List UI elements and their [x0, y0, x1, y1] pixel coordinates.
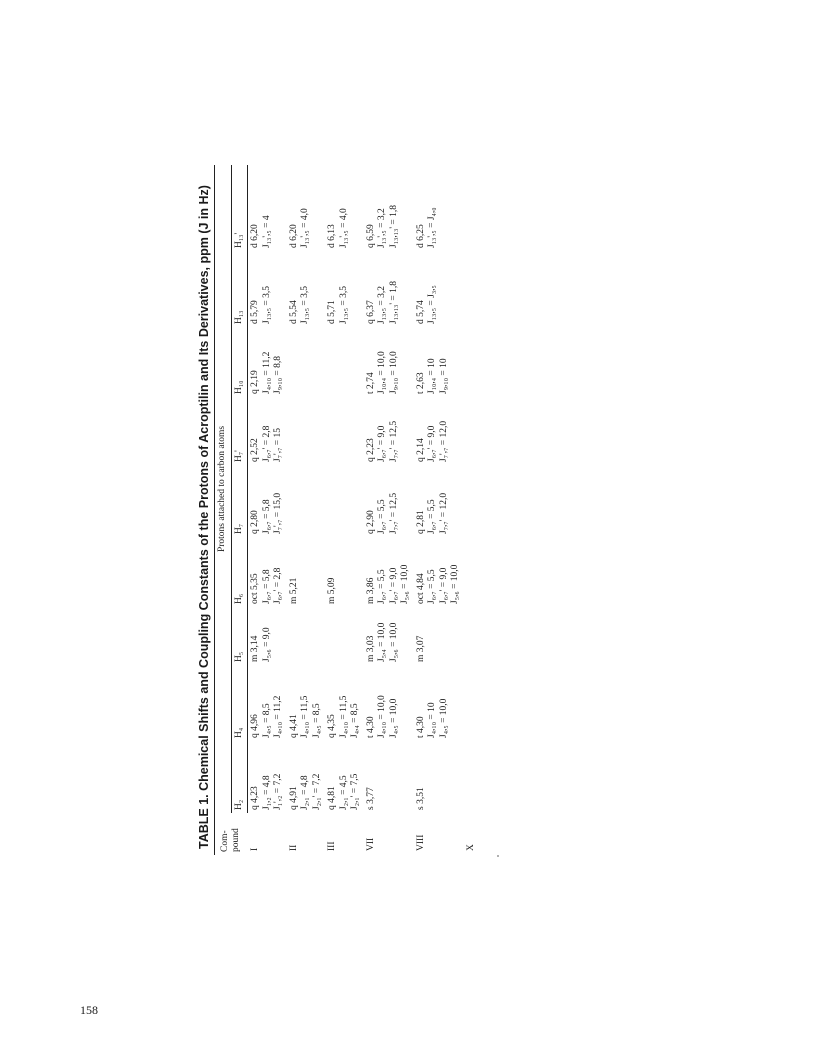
coupling-constant: J₄,₁₀ = 11,2	[273, 695, 283, 738]
shift-cell	[248, 327, 287, 397]
coupling-constant: J₉,₁₀ = 10	[438, 358, 449, 394]
coupling-constant: J₁₃',₅ = J₄,₀	[427, 207, 437, 248]
coupling-constant: J₁',₂ = 7,2	[273, 773, 283, 810]
chemical-shift: q 6,59	[365, 224, 376, 248]
chemical-shift: q 4,91	[288, 786, 299, 810]
shift-cell	[464, 537, 480, 607]
coupling-constant: J₅,₆ = 10,0	[388, 622, 399, 662]
shift-cell	[364, 537, 414, 607]
compound-cell: I	[249, 847, 260, 851]
coupling-constant: J₅,₆ = 9,0	[261, 627, 272, 662]
shift-cell	[364, 327, 414, 397]
coupling-constant: J₄,₄ = 8,5	[350, 703, 360, 738]
chemical-shift: m 5,21	[288, 577, 299, 604]
coupling-constant: J₁₃',₅ = 3,2	[377, 208, 387, 248]
table-row	[464, 165, 480, 855]
coupling-constant: J₄,₅ = 8,5	[261, 703, 272, 738]
coupling-constant: J₄,₁₀ = 11,5	[300, 695, 310, 738]
coupling-constant: J₁₀,₄ = 10	[427, 358, 437, 394]
coupling-constant: J₇',₇ = 15,0	[273, 492, 283, 534]
shift-cell	[287, 327, 326, 397]
coupling-constant: J₄,₅ = 10,0	[438, 698, 449, 738]
shift-cell	[414, 165, 464, 251]
page-number: 158	[80, 1003, 98, 1017]
chemical-shift: t 2,74	[365, 372, 376, 394]
shift-cell	[248, 397, 287, 465]
chemical-shift: m 3,03	[365, 635, 376, 662]
shift-cell	[464, 665, 480, 741]
coupling-constant: J₁₃',₅ = 4,0	[300, 208, 310, 248]
coupling-constant: J₆,₇ = 5,5	[377, 569, 387, 604]
shift-cell	[464, 607, 480, 665]
coupling-constant: J₂,₁' = 7,2	[311, 773, 322, 810]
coupling-constant: J₁₃,₁₃' = 1,8	[388, 204, 399, 248]
coupling-constant: J₂,₁ = 4,8	[300, 775, 310, 810]
chemical-shift: q 2,23	[365, 438, 376, 462]
chemical-shift: q 2,14	[415, 438, 426, 462]
chemical-shift: q 4,41	[288, 714, 299, 738]
shift-cell	[325, 251, 364, 327]
shift-cell	[287, 165, 326, 251]
chemical-shift: oct 4,84	[415, 573, 426, 604]
shift-cell	[364, 251, 414, 327]
shift-cell	[287, 741, 326, 813]
compound-cell: X	[465, 844, 476, 851]
coupling-constant: J₁₃,₅ = J₃,₅	[427, 285, 437, 324]
chemical-shift: q 2,81	[415, 510, 426, 534]
shift-cell	[325, 741, 364, 813]
shift-cell	[248, 537, 287, 607]
coupling-constant: J₄,₅ = 10,0	[388, 698, 399, 738]
shift-cell	[287, 465, 326, 537]
chemical-shift: q 2,90	[365, 510, 376, 534]
coupling-constant: J₅,₄ = 10,0	[377, 622, 387, 662]
compound-header: Com- pound	[215, 813, 248, 855]
shift-cell	[414, 741, 464, 813]
chemical-shift: q 4,23	[250, 786, 260, 810]
coupling-constant: J₆,₇ = 5,5	[377, 499, 387, 534]
coupling-constant: J₉,₁₀ = 8,8	[273, 356, 283, 394]
chemical-shift: d 5,71	[327, 300, 337, 324]
shift-cell	[248, 165, 287, 251]
shift-cell	[325, 537, 364, 607]
chemical-shift: t 4,30	[415, 716, 426, 738]
coupling-constant: J₇,₇' = 12,5	[388, 492, 399, 534]
compound-cell: VII	[365, 837, 376, 851]
chemical-shift: q 2,52	[250, 438, 260, 462]
coupling-constant: J₆,₇' = 9,0	[377, 425, 387, 462]
coupling-constant: J₇',₇ = 15	[273, 427, 283, 462]
chemical-shift: oct 5,35	[250, 573, 260, 604]
chemical-shift: t 4,30	[365, 716, 376, 738]
coupling-constant: J₁₀,₄ = 10,0	[377, 351, 387, 394]
chemical-shift: m 5,09	[327, 577, 337, 604]
coupling-constant: J₁₃,₅ = 3,5	[300, 286, 310, 324]
chemical-shift: q 6,37	[365, 300, 376, 324]
shift-cell	[287, 537, 326, 607]
coupling-constant: J₆,₇' = 9,0	[427, 425, 437, 462]
coupling-constant: J₆,₇ = 5,5	[427, 569, 437, 604]
shift-cell	[414, 251, 464, 327]
shift-cell	[364, 665, 414, 741]
shift-cell	[287, 665, 326, 741]
shift-cell	[325, 607, 364, 665]
coupling-constant: J₇',₇ = 12,0	[438, 420, 449, 462]
coupling-constant: J₆,₇' = 2,8	[273, 567, 283, 604]
shift-cell	[414, 465, 464, 537]
coupling-constant: J₆,₇' = 2,8	[261, 425, 272, 462]
shift-cell	[464, 251, 480, 327]
coupling-constant: J₆,₇ = 5,8	[261, 499, 272, 534]
shift-cell	[364, 741, 414, 813]
coupling-constant: J₂,₁' = 7,5	[350, 773, 360, 810]
coupling-constant: J₁₃',₅ = 4	[261, 215, 272, 248]
table-caption: TABLE 1. Chemical Shifts and Coupling Constants of the Protons of Acroptilin and Its Derivatives, ppm (J in Hz)	[197, 185, 211, 849]
table-row	[248, 165, 287, 855]
column-header: H₇	[231, 465, 248, 537]
coupling-constant: J₁₃,₅ = 3,5	[261, 286, 272, 324]
column-header: H₁₃'	[231, 165, 248, 251]
column-header: H₁₃	[231, 251, 248, 327]
shift-cell	[287, 397, 326, 465]
chemical-shift: s 3,77	[365, 787, 376, 810]
shift-cell	[248, 251, 287, 327]
coupling-constant: J₁,₂ = 4,8	[261, 775, 272, 810]
coupling-constant: J₆,₇' = 9,0	[388, 567, 399, 604]
chemical-shift: m 3,07	[415, 635, 426, 662]
chemical-shift: q 4,35	[327, 714, 337, 738]
column-header: H₆	[231, 537, 248, 607]
coupling-constant: J₄,₁₀ = 10,0	[377, 695, 387, 738]
compound-cell: III	[327, 841, 337, 851]
shift-cell	[464, 327, 480, 397]
coupling-constant: J₄,₁₀ = 11,5	[338, 695, 349, 738]
shift-cell	[414, 397, 464, 465]
shift-cell	[248, 607, 287, 665]
shift-cell	[287, 607, 326, 665]
chemical-shift: d 6,20	[250, 224, 260, 248]
group-header: Protons attached to carbon atoms	[215, 165, 232, 813]
chemical-shift: s 3,51	[415, 787, 426, 810]
shift-cell	[287, 251, 326, 327]
coupling-constant: J₁₃',₅ = 4,0	[338, 208, 349, 248]
chemical-shift: d 6,25	[415, 224, 426, 248]
shift-cell	[325, 665, 364, 741]
coupling-constant: J₄,₁₀ = 10	[427, 702, 437, 738]
chemical-shift: d 6,13	[327, 224, 337, 248]
shift-cell	[364, 165, 414, 251]
shift-cell	[364, 465, 414, 537]
shift-cell	[414, 327, 464, 397]
chemical-shift: t 2,63	[415, 372, 426, 394]
shift-cell	[248, 465, 287, 537]
chemical-shift: q 4,96	[250, 714, 260, 738]
data-table	[214, 165, 479, 855]
coupling-constant: J₇,₇' = 12,5	[388, 420, 399, 462]
chemical-shift: m 3,86	[365, 577, 376, 604]
scan-speck	[497, 855, 499, 857]
coupling-constant: J₆,₇ = 5,5	[427, 499, 437, 534]
coupling-constant: J₂,₁ = 4,5	[338, 775, 349, 810]
chemical-shift: q 2,19	[250, 370, 260, 394]
chemical-shift: q 4,81	[327, 786, 337, 810]
coupling-constant: J₁₃,₁₃' = 1,8	[388, 280, 399, 324]
shift-cell	[364, 397, 414, 465]
chemical-shift: q 2,80	[250, 510, 260, 534]
shift-cell	[414, 607, 464, 665]
rotated-table-block	[197, 165, 592, 855]
table-row	[414, 165, 464, 855]
coupling-constant: J₅,₆ = 10,0	[450, 564, 460, 604]
chemical-shift: d 5,79	[250, 300, 260, 324]
table-row	[364, 165, 414, 855]
column-header: H₄	[231, 665, 248, 741]
shift-cell	[464, 465, 480, 537]
coupling-constant: J₁₃,₅ = 3,5	[338, 286, 349, 324]
shift-cell	[364, 607, 414, 665]
shift-cell	[464, 165, 480, 251]
column-header: H₇'	[231, 397, 248, 465]
shift-cell	[325, 327, 364, 397]
table-row	[287, 165, 326, 855]
column-header: H₁₀	[231, 327, 248, 397]
shift-cell	[414, 537, 464, 607]
chemical-shift: m 3,14	[250, 635, 260, 662]
compound-cell: VIII	[415, 834, 426, 851]
shift-cell	[464, 397, 480, 465]
column-header: H₅	[231, 607, 248, 665]
coupling-constant: J₉,₁₀ = 10,0	[388, 351, 399, 394]
compound-cell: II	[288, 844, 299, 851]
chemical-shift: d 6,20	[288, 224, 299, 248]
shift-cell	[248, 741, 287, 813]
coupling-constant: J₁₃,₅ = 3,2	[377, 286, 387, 324]
coupling-constant: J₅,₆ = 10,0	[400, 564, 410, 604]
coupling-constant: J₆,₇' = 9,0	[438, 567, 449, 604]
chemical-shift: d 5,74	[415, 300, 426, 324]
shift-cell	[325, 165, 364, 251]
shift-cell	[248, 665, 287, 741]
coupling-constant: J₇,₇' = 12,0	[438, 492, 449, 534]
table-row	[325, 165, 364, 855]
shift-cell	[414, 665, 464, 741]
column-header: H₂	[231, 741, 248, 813]
coupling-constant: J₄,₁₀ = 11,2	[261, 351, 272, 394]
shift-cell	[325, 397, 364, 465]
chemical-shift: d 5,54	[288, 300, 299, 324]
shift-cell	[464, 741, 480, 813]
coupling-constant: J₆,₇ = 5,8	[261, 569, 272, 604]
shift-cell	[325, 465, 364, 537]
coupling-constant: J₄,₅ = 8,5	[311, 703, 322, 738]
